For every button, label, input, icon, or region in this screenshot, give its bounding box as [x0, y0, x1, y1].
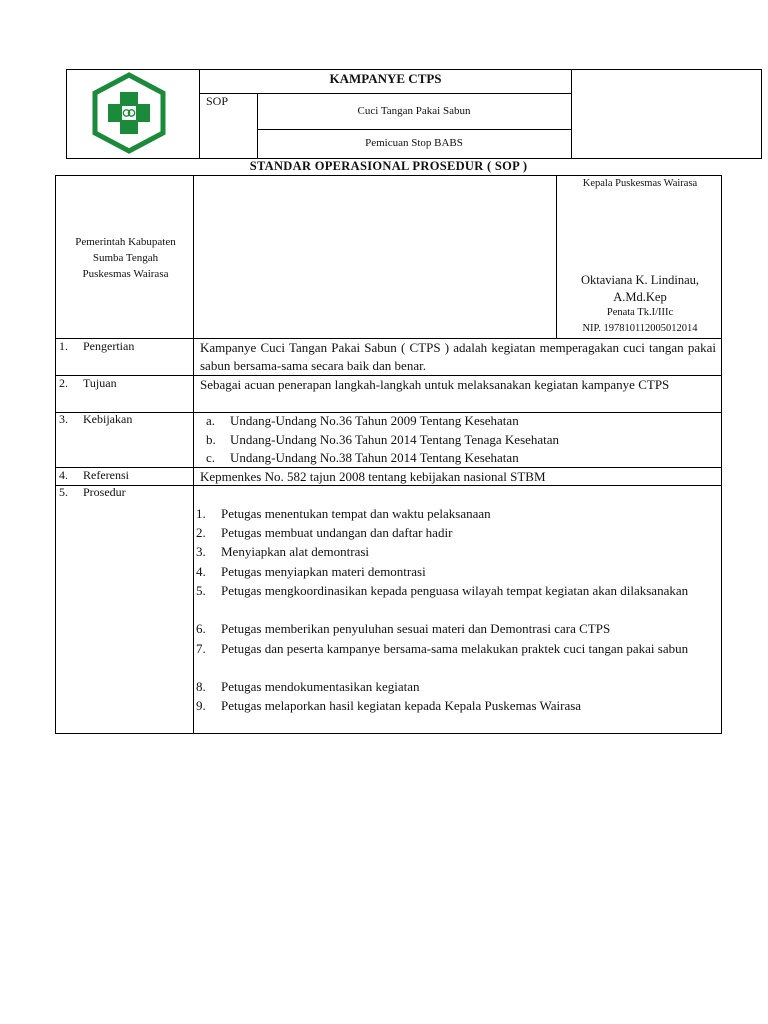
section-label-referensi — [59, 468, 129, 483]
prosedur-step — [196, 581, 711, 600]
list-text: Undang-Undang No.38 Tahun 2014 Tentang Kesehatan — [230, 450, 519, 465]
section-label-kebijakan — [59, 412, 132, 427]
sop-subtitle-1: Cuci Tangan Pakai Sabun — [357, 105, 471, 117]
kebijakan-item — [206, 413, 519, 429]
section-number: 5. — [59, 485, 68, 499]
step-marker: 3. — [196, 544, 206, 559]
column-divider — [556, 176, 557, 338]
prosedur-step — [196, 562, 711, 581]
sop-main-table — [55, 175, 722, 734]
signatory-nip: NIP. 197810112005012014 — [582, 323, 698, 334]
section-label: Kebijakan — [83, 412, 133, 426]
list-marker: a. — [206, 413, 216, 428]
header-divider — [199, 93, 571, 94]
step-text: Petugas menentukan tempat dan waktu pelaksanaan — [221, 506, 491, 521]
list-marker: c. — [206, 450, 216, 465]
section-label: Referensi — [83, 468, 129, 482]
section-number: 2. — [59, 376, 68, 390]
column-divider — [193, 176, 194, 733]
step-marker: 8. — [196, 679, 206, 694]
step-marker: 1. — [196, 506, 206, 521]
prosedur-step — [196, 619, 711, 638]
step-text: Petugas membuat undangan dan daftar hadir — [221, 525, 453, 540]
document-title: STANDAR OPERASIONAL PROSEDUR ( SOP ) — [249, 159, 528, 173]
step-text: Petugas memberikan penyuluhan sesuai materi dan Demontrasi cara CTPS — [221, 621, 611, 636]
signatory-name-line: A.Md.Kep — [613, 290, 667, 304]
section-label: Pengertian — [83, 339, 135, 353]
sop-title: KAMPANYE CTPS — [329, 71, 442, 86]
sop-subtitle-2: Pemicuan Stop BABS — [365, 137, 463, 149]
list-marker: b. — [206, 432, 216, 447]
step-text: Petugas dan peserta kampanye bersama-sama melakukan praktek cuci tangan pakai sabun — [221, 641, 689, 656]
step-marker: 9. — [196, 698, 206, 713]
prosedur-step — [196, 523, 711, 542]
section-label-tujuan — [59, 376, 117, 391]
kebijakan-item — [206, 450, 519, 466]
step-text: Petugas melaporkan hasil kegiatan kepada Kepala Puskemas Wairasa — [221, 698, 582, 713]
organization-line: Sumba Tengah — [92, 252, 159, 264]
step-text: Petugas mengkoordinasikan kepada penguasa wilayah tempat kegiatan akan dilaksanakan — [221, 583, 689, 598]
organization-block — [60, 234, 191, 282]
list-text: Undang-Undang No.36 Tahun 2014 Tentang Tenaga Kesehatan — [230, 432, 560, 447]
prosedur-step — [196, 677, 711, 696]
step-marker: 5. — [196, 583, 206, 598]
prosedur-step — [196, 542, 711, 561]
section-number: 3. — [59, 412, 68, 426]
section-number: 1. — [59, 339, 68, 353]
signatory-rank: Penata Tk.I/IIIc — [606, 307, 674, 318]
step-marker: 2. — [196, 525, 206, 540]
step-marker: 4. — [196, 564, 206, 579]
signatory-heading: Kepala Puskesmas Wairasa — [582, 178, 698, 189]
tujuan-text: Sebagai acuan penerapan langkah-langkah untuk melaksanakan kegiatan kampanye CTPS — [200, 377, 670, 392]
section-label: Prosedur — [83, 485, 126, 499]
section-label-pengertian — [59, 339, 134, 354]
section-label: Tujuan — [83, 376, 117, 390]
section-label-prosedur — [59, 485, 126, 500]
list-text: Undang-Undang No.36 Tahun 2009 Tentang Kesehatan — [230, 413, 519, 428]
kebijakan-item — [206, 432, 559, 448]
step-marker: 6. — [196, 621, 206, 636]
prosedur-step — [196, 696, 711, 715]
sop-header-table — [66, 69, 762, 159]
signatory-name — [559, 272, 721, 306]
step-text: Petugas menyiapkan materi demontrasi — [221, 564, 426, 579]
organization-line: Pemerintah Kabupaten — [75, 236, 176, 248]
prosedur-step — [196, 504, 711, 523]
header-divider — [257, 129, 571, 130]
header-divider — [571, 70, 572, 158]
organization-line: Puskesmas Wairasa — [82, 268, 169, 280]
signatory-name-line: Oktaviana K. Lindinau, — [580, 273, 700, 287]
step-marker: 7. — [196, 641, 206, 656]
prosedur-step — [196, 639, 711, 658]
step-text: Menyiapkan alat demontrasi — [221, 544, 370, 559]
section-number: 4. — [59, 468, 68, 482]
step-text: Petugas mendokumentasikan kegiatan — [221, 679, 420, 694]
puskesmas-cross-logo-icon — [92, 72, 166, 154]
referensi-text: Kepmenkes No. 582 tajun 2008 tentang kebijakan nasional STBM — [200, 469, 546, 484]
sop-label: SOP — [206, 94, 229, 108]
pengertian-text: Kampanye Cuci Tangan Pakai Sabun ( CTPS ) adalah kegiatan memperagakan cuci tangan pakai sabun bersama-sama secara baik dan benar. — [200, 340, 716, 373]
